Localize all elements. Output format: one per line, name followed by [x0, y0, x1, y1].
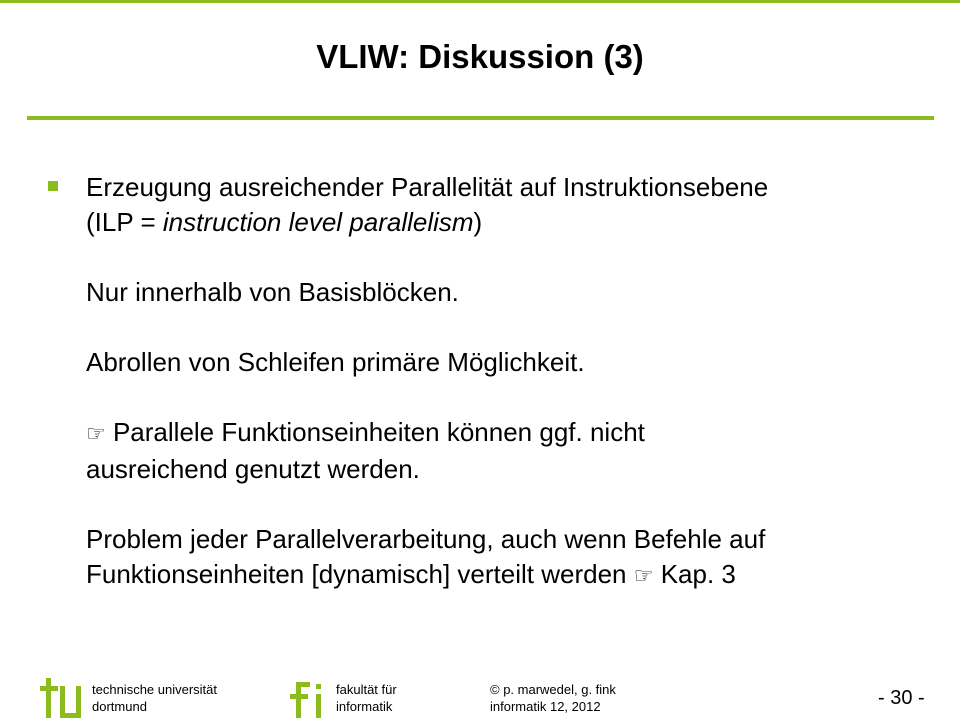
- bullet-line-abrollen: Abrollen von Schleifen primäre Möglichkeit.: [86, 347, 585, 377]
- title-divider: [27, 116, 934, 120]
- pointing-hand-icon: ☞: [86, 422, 106, 447]
- pointing-hand-icon: ☞: [633, 564, 654, 589]
- bullet-line-2: (ILP = instruction level parallelism): [86, 207, 483, 237]
- bullet-text: [86, 170, 946, 594]
- bullet-line-problem: Problem jeder Parallelverarbeitung, auch wenn Befehle auf: [86, 524, 766, 554]
- fi-logo-icon: [290, 676, 334, 720]
- top-accent-line: [0, 0, 960, 3]
- bullet-line-basisbloecke: Nur innerhalb von Basisblöcken.: [86, 277, 459, 307]
- bullet-line-ausreichend: ausreichend genutzt werden.: [86, 454, 420, 484]
- tu-logo-icon: [40, 676, 90, 720]
- bullet-line-1: Erzeugung ausreichender Parallelität auf Instruktionsebene: [86, 172, 769, 202]
- page-number: - 30 -: [878, 687, 925, 709]
- university-name: technische universität dortmund: [92, 682, 218, 714]
- bullet-line-parallele: ☞ Parallele Funktionseinheiten können ggf. nicht: [86, 417, 645, 447]
- bullet-square-icon: [48, 181, 58, 191]
- faculty-name: fakultät für informatik: [336, 682, 397, 714]
- ilp-term: instruction level parallelism: [162, 207, 474, 237]
- copyright-notice: © p. marwedel, g. fink informatik 12, 2012: [490, 682, 616, 714]
- slide-title: VLIW: Diskussion (3): [316, 38, 644, 75]
- bullet-line-funktionseinheiten: Funktionseinheiten [dynamisch] verteilt werden ☞ Kap. 3: [86, 559, 736, 589]
